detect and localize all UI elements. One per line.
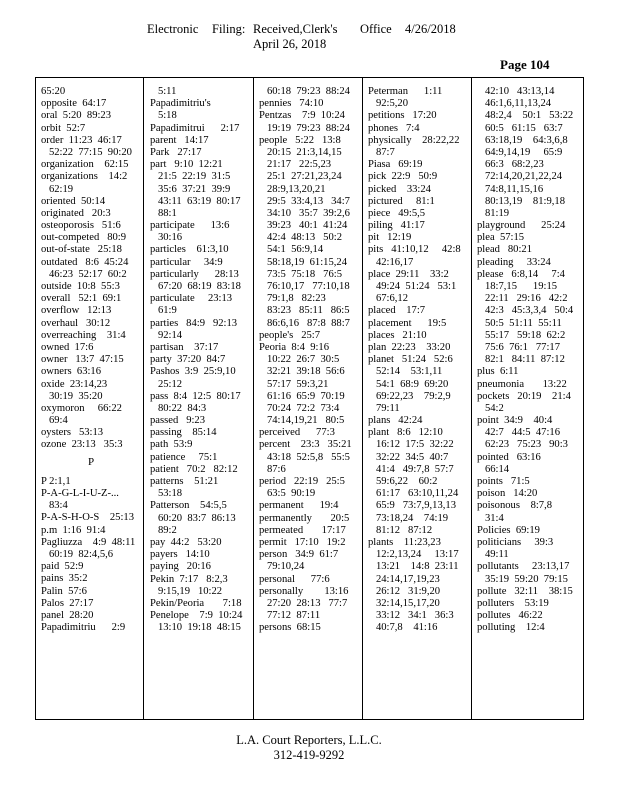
index-entry: 32:22 34:5 40:7 [368, 451, 449, 463]
index-column-5 [477, 86, 577, 634]
index-entry: 76:10,17 77:10,18 [259, 281, 350, 292]
index-entry: people's 25:7 [259, 329, 321, 341]
index-entry: 43:11 63:19 80:17 [150, 195, 241, 207]
index-entry: 41:4 49:7,8 57:7 [368, 463, 454, 475]
index-column-4 [368, 86, 468, 634]
index-entry: pollutes 46:22 [477, 610, 543, 622]
index-entry: owners 63:16 [41, 366, 102, 378]
index-entry: out-of-state 25:18 [41, 244, 122, 256]
index-entry: 42:16,17 [368, 256, 414, 268]
index-entry: Policies 69:19 [477, 524, 540, 536]
index-entry: plant 8:6 12:10 [368, 427, 443, 439]
index-entry: patience 75:1 [150, 451, 218, 463]
section-letter: P [87, 455, 95, 468]
index-entry: Pashos 3:9 25:9,10 [150, 366, 236, 378]
index-entry: picked 33:24 [368, 183, 431, 195]
index-entry: plead 80:21 [477, 244, 533, 256]
index-entry: owner 13:7 47:15 [41, 354, 124, 366]
index-entry: P 2:1,1 [41, 475, 71, 487]
index-entry: pick 22:9 50:9 [368, 171, 438, 183]
index-entry: piece 49:5,5 [368, 207, 426, 219]
index-entry: 58:18,19 61:15,24 [259, 256, 347, 268]
index-entry: 35:19 59:20 79:15 [477, 573, 568, 585]
index-entry: 33:12 34:1 36:3 [368, 610, 454, 622]
index-entry: 52:14 53:1,11 [368, 366, 443, 378]
index-entry: 65:20 [41, 86, 66, 97]
index-entry: 42:10 43:13,14 [477, 86, 555, 97]
index-entry: 79:10,24 [259, 561, 305, 573]
index-entry: owned 17:6 [41, 341, 94, 353]
index-entry: organization 62:15 [41, 159, 129, 171]
index-entry: 18:7,15 19:15 [477, 281, 558, 292]
index-entry: 83:23 85:11 86:5 [259, 305, 350, 317]
index-entry: panel 28:20 [41, 609, 94, 621]
index-entry: particles 61:3,10 [150, 244, 229, 256]
index-entry: pay 44:2 53:20 [150, 536, 222, 548]
index-entry: 50:5 51:11 55:11 [477, 317, 562, 329]
index-entry: out-competed 80:9 [41, 232, 127, 244]
index-entry: particular 34:9 [150, 256, 223, 268]
index-entry: 54:1 68:9 69:20 [368, 378, 449, 390]
index-entry: 52:22 77:15 90:20 [41, 146, 132, 158]
index-entry: pits 41:10,12 42:8 [368, 244, 461, 256]
index-entry: 32:14,15,17,20 [368, 597, 440, 609]
column-divider [471, 78, 472, 719]
index-entry: politicians 39:3 [477, 536, 554, 548]
index-entry: 69:22,23 79:2,9 [368, 390, 451, 402]
index-entry: people 5:22 13:8 [259, 134, 341, 146]
index-entry: 72:14,20,21,22,24 [477, 171, 563, 183]
index-entry: Palin 57:6 [41, 585, 87, 597]
index-entry: 57:17 59:3,21 [259, 378, 329, 390]
index-entry: originated 20:3 [41, 207, 111, 219]
index-entry: Piasa 69:19 [368, 159, 423, 171]
index-entry: 13:10 19:18 48:15 [150, 622, 241, 634]
header-date: 4/26/2018 [405, 22, 456, 36]
column-divider [143, 78, 144, 719]
index-entry: 49:11 [477, 549, 509, 561]
index-entry: P-A-G-L-I-U-Z-... [41, 488, 119, 500]
index-entry: pollutants 23:13,17 [477, 561, 570, 573]
index-entry: 28:9,13,20,21 [259, 183, 326, 195]
index-entry: 62:23 75:23 90:3 [477, 439, 568, 451]
index-entry: Papadimitrui 2:17 [150, 122, 240, 134]
index-entry: 21:17 22:5,23 [259, 159, 332, 171]
index-entry: particulate 23:13 [150, 293, 233, 305]
index-entry: 39:23 40:1 41:24 [259, 220, 348, 232]
index-entry: persons 68:15 [259, 622, 321, 634]
index-entry: petitions 17:20 [368, 110, 437, 122]
index-table [35, 77, 584, 720]
index-entry: P-A-S-H-O-S 25:13 [41, 512, 134, 524]
index-entry: plans 42:24 [368, 415, 423, 427]
index-entry: 31:4 [477, 512, 504, 524]
index-entry: 30:19 35:20 [41, 390, 103, 402]
index-entry: 79:1,8 82:23 [259, 293, 326, 305]
index-entry: 55:17 59:18 62:2 [477, 329, 566, 341]
index-entry: particularly 28:13 [150, 268, 239, 280]
index-entry: permanently 20:5 [259, 512, 350, 524]
index-entry: permanent 19:4 [259, 500, 339, 512]
index-entry: points 71:5 [477, 476, 530, 487]
index-entry: 66:3 68:2,23 [477, 159, 544, 171]
index-entry: opposite 64:17 [41, 98, 107, 110]
index-entry: 61:9 [150, 305, 177, 317]
index-entry: placed 17:7 [368, 305, 426, 317]
index-entry: 67:6,12 [368, 293, 409, 305]
header-date-line: April 26, 2018 [253, 37, 327, 51]
index-entry: 42:4 48:13 50:2 [259, 232, 342, 244]
index-entry: 89:2 [150, 524, 177, 536]
index-entry: 81:19 [477, 207, 510, 219]
index-entry: 77:12 87:11 [259, 610, 321, 622]
index-entry: point 34:9 40:4 [477, 415, 553, 427]
index-entry: pockets 20:19 21:4 [477, 390, 571, 402]
index-entry: pennies 74:10 [259, 98, 324, 110]
index-entry: 5:18 [150, 110, 177, 122]
index-entry: 92:14 [150, 329, 183, 341]
index-entry: 60:19 82:4,5,6 [41, 548, 114, 560]
index-entry: placement 19:5 [368, 317, 447, 329]
footer-phone: 312-419-9292 [273, 748, 345, 762]
index-entry: path 53:9 [150, 439, 193, 451]
index-entry: 75:6 76:1 77:17 [477, 341, 560, 353]
index-entry: osteoporosis 51:6 [41, 220, 121, 232]
index-entry: 16:12 17:5 32:22 [368, 439, 454, 451]
index-entry: permeated 17:17 [259, 524, 346, 536]
index-entry: 81:12 87:12 [368, 524, 433, 536]
index-entry: 29:5 33:4,13 34:7 [259, 195, 350, 207]
index-entry: 25:1 27:21,23,24 [259, 171, 342, 183]
index-entry: places 21:10 [368, 329, 427, 341]
index-entry: 25:12 [150, 378, 183, 390]
index-entry: oriented 50:14 [41, 195, 106, 207]
index-entry: Pentzas 7:9 10:24 [259, 110, 345, 122]
index-entry: 42:3 45:3,3,4 50:4 [477, 305, 574, 317]
index-entry: 60:18 79:23 88:24 [259, 86, 350, 97]
index-entry: 19:19 79:23 88:24 [259, 122, 350, 134]
index-entry: 10:22 26:7 30:5 [259, 354, 340, 366]
index-entry: 59:6,22 60:2 [368, 476, 438, 487]
index-entry: playground 25:24 [477, 220, 566, 232]
index-entry: 67:20 68:19 83:18 [150, 281, 241, 292]
index-entry: place 29:11 33:2 [368, 268, 449, 280]
index-entry: Papadimitriu's [150, 98, 211, 110]
index-entry: paid 52:9 [41, 561, 84, 573]
index-entry: organizations 14:2 [41, 171, 128, 183]
index-entry: payers 14:10 [150, 549, 210, 561]
index-entry: outdated 8:6 45:24 [41, 256, 129, 268]
index-entry: 35:6 37:21 39:9 [150, 183, 231, 195]
index-entry: 63:18,19 64:3,6,8 [477, 134, 568, 146]
index-entry: 65:9 73:7,9,13,13 [368, 500, 456, 512]
index-entry: personally 13:16 [259, 585, 349, 597]
index-entry: 74:14,19,21 80:5 [259, 415, 345, 427]
index-entry: 54:1 56:9,14 [259, 244, 324, 256]
index-entry: pit 12:19 [368, 232, 412, 244]
index-entry: 83:4 [41, 500, 68, 512]
index-entry: piling 41:17 [368, 220, 425, 232]
index-entry: polluting 12:4 [477, 622, 545, 634]
index-entry: overreaching 31:4 [41, 329, 126, 341]
header-office: Office [360, 22, 392, 36]
index-entry: patterns 51:21 [150, 476, 219, 487]
index-entry: plus 6:11 [477, 366, 519, 378]
index-entry: poisonous 8:7,8 [477, 500, 553, 512]
page-number: Page 104 [500, 57, 550, 72]
index-entry: 43:18 52:5,8 55:5 [259, 451, 350, 463]
index-entry: Peterman 1:11 [368, 86, 443, 97]
index-entry: phones 7:4 [368, 122, 420, 134]
index-entry: 20:15 21:3,14,15 [259, 146, 342, 158]
index-entry: paying 20:16 [150, 561, 211, 573]
index-entry: 46:23 52:17 60:2 [41, 268, 127, 280]
index-entry: 69:4 [41, 415, 68, 427]
index-entry: pains 35:2 [41, 573, 88, 585]
index-entry: orbit 52:7 [41, 122, 86, 134]
index-entry: Pekin 7:17 8:2,3 [150, 573, 228, 585]
index-entry: Pekin/Peoria 7:18 [150, 597, 242, 609]
column-divider [253, 78, 254, 719]
index-entry: 92:5,20 [368, 98, 409, 110]
index-entry: passing 85:14 [150, 427, 217, 439]
index-entry: 46:1,6,11,13,24 [477, 98, 552, 110]
index-entry: oral 5:20 89:23 [41, 110, 112, 122]
index-entry: 80:22 84:3 [150, 402, 207, 414]
index-entry: partisan 37:17 [150, 341, 219, 353]
index-entry: overhaul 30:12 [41, 317, 111, 329]
index-entry: 82:1 84:11 87:12 [477, 354, 565, 366]
index-entry: 86:6,16 87:8 88:7 [259, 317, 350, 329]
index-entry: parent 14:17 [150, 134, 209, 146]
index-entry: parties 84:9 92:13 [150, 317, 238, 329]
index-entry: oysters 53:13 [41, 427, 104, 439]
header-electronic: Electronic [147, 22, 199, 36]
index-entry: 74:8,11,15,16 [477, 183, 544, 195]
index-entry: part 9:10 12:21 [150, 159, 223, 171]
index-entry: 63:5 90:19 [259, 488, 316, 500]
index-entry: 22:11 29:16 42:2 [477, 293, 568, 305]
index-entry: plants 11:23,23 [368, 536, 441, 548]
index-entry: polluters 53:19 [477, 597, 549, 609]
column-divider [362, 78, 363, 719]
index-entry: permit 17:10 19:2 [259, 536, 346, 548]
header-received: Received,Clerk's [253, 22, 338, 36]
index-entry: physically 28:22,22 [368, 134, 460, 146]
index-entry: pointed 63:16 [477, 451, 541, 463]
index-entry: 42:7 44:5 47:16 [477, 427, 560, 439]
index-entry: pollute 32:11 38:15 [477, 585, 573, 597]
index-entry: oxymoron 66:22 [41, 402, 122, 414]
index-entry: 66:14 [477, 463, 510, 475]
index-entry: overflow 12:13 [41, 305, 112, 317]
index-entry: 53:18 [150, 488, 183, 500]
index-column-3 [259, 86, 359, 634]
index-entry: 54:2 [477, 402, 504, 414]
index-entry: order 11:23 46:17 [41, 134, 122, 146]
index-entry: 30:16 [150, 232, 183, 244]
index-entry: percent 23:3 35:21 [259, 439, 352, 451]
index-entry: 62:19 [41, 183, 74, 195]
footer-company: L.A. Court Reporters, L.L.C. [236, 733, 382, 747]
index-entry: oxide 23:14,23 [41, 378, 108, 390]
index-entry: pictured 81:1 [368, 195, 435, 207]
index-entry: 60:5 61:15 63:7 [477, 122, 563, 134]
index-column-1 [41, 86, 141, 634]
index-entry: pass 8:4 12:5 80:17 [150, 390, 241, 402]
index-entry: 87:7 [368, 146, 395, 158]
index-entry: 9:15,19 10:22 [150, 585, 223, 597]
index-entry: 73:5 75:18 76:5 [259, 268, 342, 280]
index-entry: 24:14,17,19,23 [368, 573, 440, 585]
index-entry: Palos 27:17 [41, 597, 94, 609]
index-entry: Papadimitriu 2:9 [41, 622, 126, 634]
index-entry: p.m 1:16 91:4 [41, 524, 106, 536]
index-entry: 12:2,13,24 13:17 [368, 549, 459, 561]
index-entry: Patterson 54:5,5 [150, 500, 227, 512]
index-entry: 80:13,19 81:9,18 [477, 195, 565, 207]
index-entry: plan 22:23 33:20 [368, 341, 451, 353]
index-entry: plea 57:15 [477, 232, 525, 244]
index-entry: pleading 33:24 [477, 256, 551, 268]
index-entry: Penelope 7:9 10:24 [150, 610, 243, 622]
index-entry: 60:20 83:7 86:13 [150, 512, 236, 524]
index-entry: please 6:8,14 7:4 [477, 268, 565, 280]
index-entry: 79:11 [368, 402, 400, 414]
header-filing: Filing: [212, 22, 246, 36]
index-entry: Park 27:17 [150, 146, 202, 158]
index-entry: pneumonia 13:22 [477, 378, 567, 390]
index-entry: 40:7,8 41:16 [368, 622, 438, 634]
index-entry: 27:20 28:13 77:7 [259, 597, 348, 609]
index-entry: 21:5 22:19 31:5 [150, 171, 231, 183]
index-entry: 5:11 [150, 86, 177, 97]
index-entry: passed 9:23 [150, 415, 206, 427]
index-entry: ozone 23:13 35:3 [41, 439, 123, 451]
index-entry: 13:21 14:8 23:11 [368, 561, 459, 573]
index-entry: perceived 77:3 [259, 427, 335, 439]
index-entry: 88:1 [150, 207, 177, 219]
index-entry: 34:10 35:7 39:2,6 [259, 207, 350, 219]
index-entry: 61:17 63:10,11,24 [368, 488, 459, 500]
index-entry: 70:24 72:2 73:4 [259, 402, 340, 414]
index-entry: outside 10:8 55:3 [41, 281, 120, 292]
index-entry: 61:16 65:9 70:19 [259, 390, 345, 402]
index-entry: overall 52:1 69:1 [41, 293, 122, 305]
index-entry: patient 70:2 82:12 [150, 463, 238, 475]
index-entry: period 22:19 25:5 [259, 476, 345, 487]
index-entry: 64:9,14,19 65:9 [477, 146, 563, 158]
index-entry: Peoria 8:4 9:16 [259, 341, 330, 353]
index-entry: party 37:20 84:7 [150, 354, 226, 366]
index-entry: person 34:9 61:7 [259, 549, 339, 561]
index-entry: participate 13:6 [150, 220, 230, 232]
index-entry: 32:21 39:18 56:6 [259, 366, 345, 378]
index-entry: Pagliuzza 4:9 48:11 [41, 536, 136, 548]
index-entry: 73:18,24 74:19 [368, 512, 449, 524]
index-entry: planet 51:24 52:6 [368, 354, 453, 366]
index-entry: 49:24 51:24 53:1 [368, 281, 457, 292]
index-column-2 [150, 86, 250, 634]
index-entry: 48:2,4 50:1 53:22 [477, 110, 574, 122]
index-entry: poison 14:20 [477, 488, 538, 500]
index-entry: 26:12 31:9,20 [368, 585, 441, 597]
index-entry: personal 77:6 [259, 573, 330, 585]
index-entry: 87:6 [259, 463, 286, 475]
